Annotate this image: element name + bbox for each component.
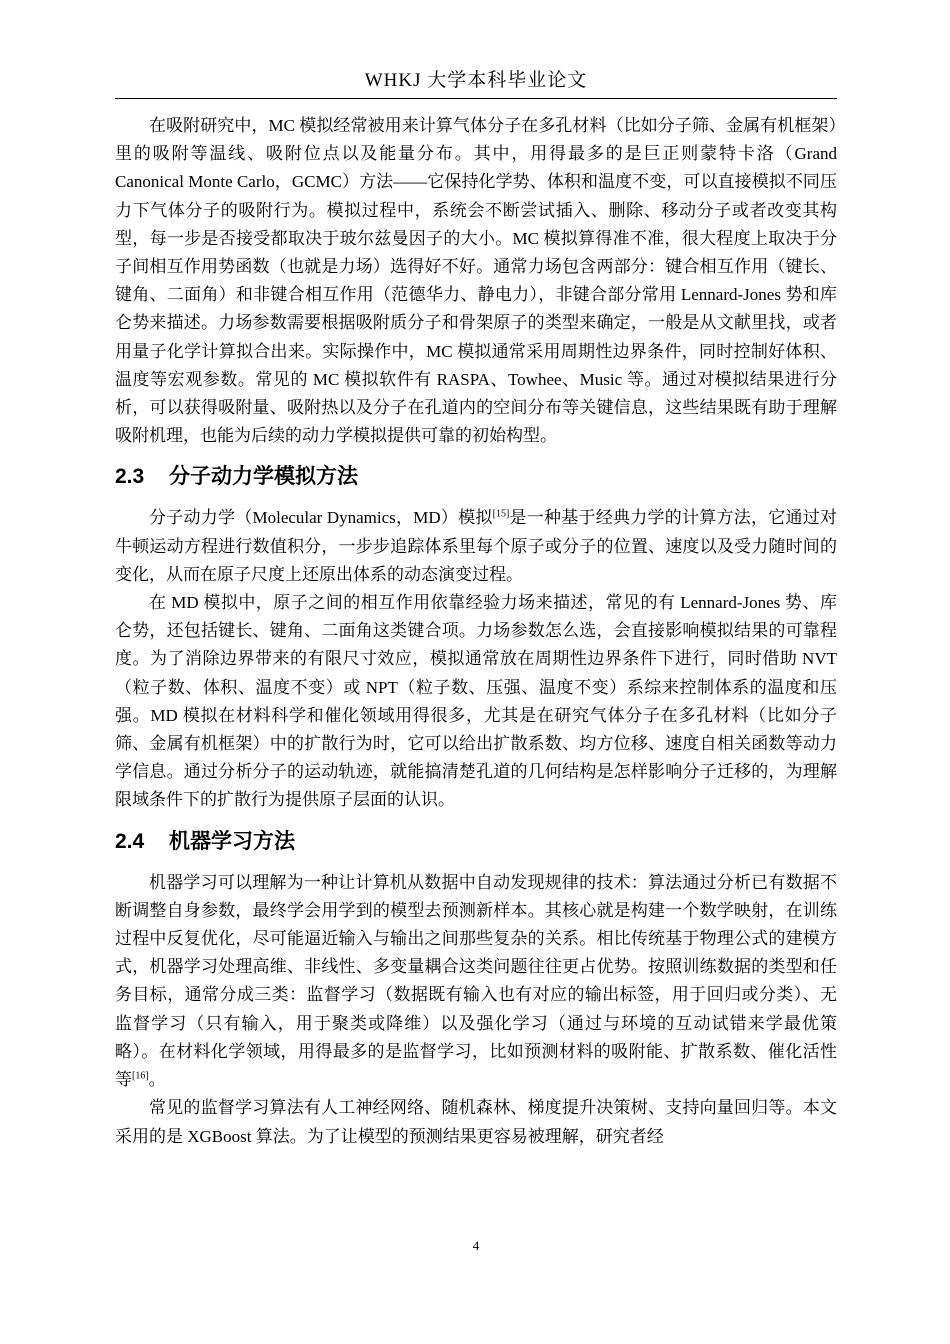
page-body <box>115 112 837 1151</box>
paragraph-md-details: 在 MD 模拟中，原子之间的相互作用依靠经验力场来描述，常见的有 Lennard-Jones 势、库仑势，还包括键长、键角、二面角这类键合项。力场参数怎么选，会直接影响模拟结果的可靠程度。为了消除边界带来的有限尺寸效应，模拟通常放在周期性边界条件下进行，同时借助 NVT（粒子数、体积、温度不变）或 NPT（粒子数、压强、温度不变）系综来控制体系的温度和压强。MD 模拟在材料科学和催化领域用得很多，尤其是在研究气体分子在多孔材料（比如分子筛、金属有机框架）中的扩散行为时，它可以给出扩散系数、均方位移、速度自相关函数等动力学信息。通过分析分子的运动轨迹，就能搞清楚孔道的几何结构是怎样影响分子迁移的，为理解限域条件下的扩散行为提供原子层面的认识。 <box>115 593 837 810</box>
paragraph-mc-adsorption: 在吸附研究中，MC 模拟经常被用来计算气体分子在多孔材料（比如分子筛、金属有机框架）里的吸附等温线、吸附位点以及能量分布。其中，用得最多的是巨正则蒙特卡洛（Grand Canonical Monte Carlo，GCMC）方法——它保持化学势、体积和温度不变，可以直接模拟不同压力下气体分子的吸附行为。模拟过程中，系统会不断尝试插入、删除、移动分子或者改变其构型，每一步是否接受都取决于玻尔兹曼因子的大小。MC 模拟算得准不准，很大程度上取决于分子间相互作用势函数（也就是力场）选得好不好。通常力场包含两部分：键合相互作用（键长、键角、二面角）和非键合相互作用（范德华力、静电力），非键合部分常用 Lennard-Jones 势和库仑势来描述。力场参数需要根据吸附质分子和骨架原子的类型来确定，一般是从文献里找，或者用量子化学计算拟合出来。实际操作中，MC 模拟通常采用周期性边界条件，同时控制好体积、温度等宏观参数。常见的 MC 模拟软件有 RASPA、Towhee、Music 等。通过对模拟结果进行分析，可以获得吸附量、吸附热以及分子在孔道内的空间分布等关键信息，这些结果既有助于理解吸附机理，也能为后续的动力学模拟提供可靠的初始构型。 <box>115 116 837 446</box>
paragraph-text: 是一种基于经典力学的计算方法，它通过对牛顿运动方程进行数值积分，一步步追踪体系里每个原子或分子的位置、速度以及受力随时间的变化，从而在原子尺度上还原出体系的动态演变过程。 <box>115 508 837 584</box>
running-header: WHKJ 大学本科毕业论文 <box>364 70 588 91</box>
section-title: 机器学习方法 <box>169 828 295 853</box>
section-heading-2-4 <box>115 815 837 869</box>
section-number: 2.4 <box>115 829 145 853</box>
paragraph-text: 分子动力学（Molecular Dynamics，MD）模拟 <box>149 508 493 528</box>
section-number: 2.3 <box>115 465 145 489</box>
page-number: 4 <box>472 1238 480 1253</box>
paragraph-ml-intro <box>115 869 837 1095</box>
header-rule <box>115 98 837 99</box>
citation-ref: [15] <box>492 508 510 520</box>
citation-ref: [16] <box>132 1070 149 1082</box>
section-title: 分子动力学模拟方法 <box>169 464 358 489</box>
paragraph-md-intro <box>115 504 837 589</box>
paragraph-text: 机器学习可以理解为一种让计算机从数据中自动发现规律的技术：算法通过分析已有数据不断调整自身参数，最终学会用学到的模型去预测新样本。其核心就是构建一个数学映射，在训练过程中反复优化，尽可能逼近输入与输出之间那些复杂的关系。相比传统基于物理公式的建模方式，机器学习处理高维、非线性、多变量耦合这类问题往往更占优势。按照训练数据的类型和任务目标，通常分成三类：监督学习（数据既有输入也有对应的输出标签，用于回归或分类）、无监督学习（只有输入，用于聚类或降维）以及强化学习（通过与环境的互动试错来学最优策略）。在材料化学领域，用得最多的是监督学习，比如预测材料的吸附能、扩散系数、催化活性等 <box>115 872 837 1090</box>
section-heading-2-3 <box>115 450 837 504</box>
paragraph-ml-algorithms: 常见的监督学习算法有人工神经网络、随机森林、梯度提升决策树、支持向量回归等。本文采用的是 XGBoost 算法。为了让模型的预测结果更容易被理解，研究者经 <box>115 1098 837 1146</box>
paragraph-text: 。 <box>148 1070 166 1090</box>
